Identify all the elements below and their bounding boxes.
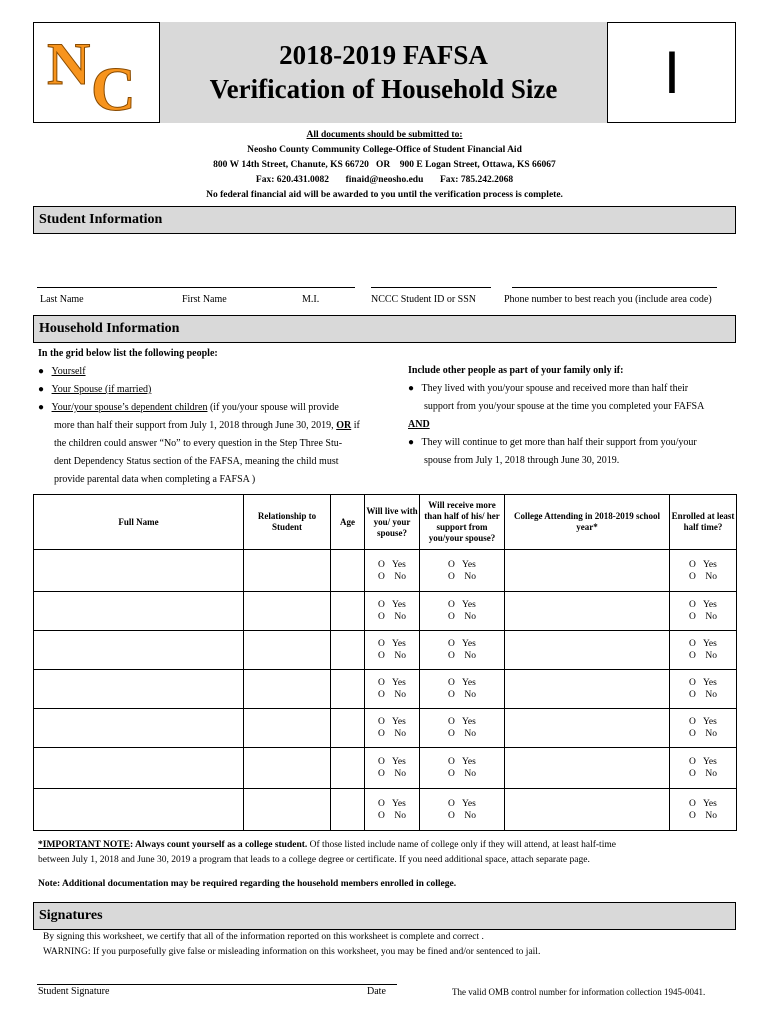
relationship-cell[interactable] [244,670,331,709]
enrolled-cell [670,709,737,748]
yes-no-options [448,716,476,740]
yes-no-options [378,559,406,583]
yes-no-options [378,756,406,780]
yes-no-options [448,756,476,780]
table-row [34,550,737,592]
svg-text:N: N [47,31,91,97]
yes-no-options [378,716,406,740]
radio-yes[interactable]: O Yes [378,757,406,767]
college-cell[interactable] [505,670,670,709]
age-cell[interactable] [331,789,365,831]
right-criteria [408,362,738,470]
college-logo [33,22,160,123]
radio-yes[interactable]: O Yes [448,639,476,649]
radio-no[interactable]: O No [448,571,476,582]
live-with-cell [365,789,420,831]
col-live-with: Will live with you/ your spouse? [365,495,420,550]
table-row [34,748,737,789]
col-support: Will receive more than half of his/ her support from you/your spouse? [420,495,505,550]
college-cell[interactable] [505,550,670,592]
radio-yes[interactable]: O Yes [448,678,476,688]
radio-no[interactable]: O No [378,690,406,700]
support-cell [420,631,505,670]
table-row [34,789,737,831]
relationship-cell[interactable] [244,592,331,631]
live-with-cell [365,670,420,709]
age-cell[interactable] [331,631,365,670]
support-cell [420,550,505,592]
radio-yes[interactable]: O Yes [448,717,476,727]
submission-addresses: 800 W 14th Street, Chanute, KS 66720 OR 900 E Logan Street, Ottawa, KS 66067 [213,160,556,170]
full-name-cell[interactable] [34,631,244,670]
submission-warning: No federal financial aid will be awarded to you until the verification process is complete. [206,190,563,200]
yes-no-options [448,599,476,623]
radio-yes[interactable]: O Yes [689,639,717,649]
support-cell [420,592,505,631]
mi-label: M.I. [302,294,320,305]
live-with-cell [365,550,420,592]
criteria-children-line5: provide parental data when completing a FAFSA ) [54,474,256,485]
enrolled-cell [670,748,737,789]
yes-no-options [448,798,476,822]
col-full-name: Full Name [34,495,244,550]
student-id-label: NCCC Student ID or SSN [371,294,477,305]
bullet-icon: ● [38,366,45,377]
col-relationship: Relationship to Student [244,495,331,550]
svg-text:C: C [91,56,136,123]
support-cell [420,789,505,831]
enrolled-cell [670,550,737,592]
form-letter: I [663,39,681,106]
support-cell [420,748,505,789]
yes-no-options [689,599,717,623]
enrolled-cell [670,670,737,709]
yes-no-options [378,677,406,701]
criteria-children-rest: (if you/your spouse will provide [207,402,339,413]
relationship-cell[interactable] [244,709,331,748]
full-name-cell[interactable] [34,670,244,709]
student-info-header: Student Information [33,206,736,234]
radio-yes[interactable]: O Yes [689,798,717,809]
radio-no[interactable]: O No [448,769,476,779]
yes-no-options [689,798,717,822]
radio-yes[interactable]: O Yes [689,559,717,570]
title-main: Verification of Household Size [209,74,558,104]
household-grid [33,494,737,831]
yes-no-options [689,638,717,662]
radio-no[interactable]: O No [448,690,476,700]
radio-no[interactable]: O No [378,769,406,779]
radio-yes[interactable]: O Yes [448,600,476,610]
radio-no[interactable]: O No [689,729,717,739]
relationship-cell[interactable] [244,748,331,789]
relationship-cell[interactable] [244,789,331,831]
radio-yes[interactable]: O Yes [448,559,476,570]
age-cell[interactable] [331,748,365,789]
yes-no-options [448,559,476,583]
relationship-cell[interactable] [244,631,331,670]
right-item1-line1: They lived with you/your spouse and received more than half their [421,383,689,394]
support-cell [420,709,505,748]
college-cell[interactable] [505,748,670,789]
phone-line[interactable] [512,287,717,288]
criteria-or: OR [336,420,352,431]
radio-no[interactable]: O No [378,651,406,661]
right-and: AND [408,419,430,430]
age-cell[interactable] [331,670,365,709]
certify-text: By signing this worksheet, we certify that all of the information reported on this worksheet is complete and correct . [43,932,484,942]
college-cell[interactable] [505,631,670,670]
radio-yes[interactable]: O Yes [378,717,406,727]
radio-yes[interactable]: O Yes [448,757,476,767]
name-line[interactable] [37,287,355,288]
signatures-header: Signatures [33,902,736,930]
radio-no[interactable]: O No [448,810,476,821]
live-with-cell [365,592,420,631]
yes-no-options [378,599,406,623]
title-year: 2018-2019 FAFSA [279,40,488,70]
enrolled-cell [670,789,737,831]
household-info-header: Household Information [33,315,736,343]
radio-no[interactable]: O No [689,571,717,582]
warning-text: WARNING: If you purposefully give false or misleading information on this worksheet, you may be fined and/or sentenced to jail. [43,947,541,957]
radio-no[interactable]: O No [689,651,717,661]
omb-text: The valid OMB control number for information collection 1945-0041. [452,987,706,997]
table-row [34,709,737,748]
radio-yes[interactable]: O Yes [378,559,406,570]
last-name-label: Last Name [40,294,84,305]
additional-note: Note: Additional documentation may be required regarding the household members enrolled in college. [38,879,457,889]
form-title [160,22,608,123]
grid-header-row [34,495,737,550]
important-line2: between July 1, 2018 and June 30, 2019 a program that leads to a college degree or certificate. If you need additional space, attach separate page. [38,855,590,865]
student-signature-label: Student Signature [38,986,110,997]
left-criteria [38,363,408,489]
radio-no[interactable]: O No [448,729,476,739]
college-cell[interactable] [505,789,670,831]
radio-no[interactable]: O No [378,612,406,622]
radio-no[interactable]: O No [448,651,476,661]
yes-no-options [689,716,717,740]
right-criteria-heading: Include other people as part of your family only if: [408,365,624,376]
radio-no[interactable]: O No [448,612,476,622]
yes-no-options [378,638,406,662]
yes-no-options [448,638,476,662]
radio-yes[interactable]: O Yes [378,678,406,688]
submission-heading: All documents should be submitted to: [306,130,463,140]
radio-no[interactable]: O No [378,571,406,582]
table-row [34,631,737,670]
live-with-cell [365,709,420,748]
right-item2-line1: They will continue to get more than half their support from you/your [421,437,697,448]
yes-no-options [689,559,717,583]
important-rest: Of those listed include name of college only if they will attend, at least half-time [307,840,616,850]
bullet-icon: ● [408,383,415,394]
full-name-cell[interactable] [34,592,244,631]
radio-yes[interactable]: O Yes [378,600,406,610]
college-cell[interactable] [505,709,670,748]
bullet-icon: ● [38,402,45,413]
radio-yes[interactable]: O Yes [689,678,717,688]
radio-no[interactable]: O No [378,810,406,821]
submission-info [33,128,736,203]
grid-intro: In the grid below list the following people: [38,348,218,359]
date-label: Date [367,986,386,997]
radio-no[interactable]: O No [689,769,717,779]
right-item1-line2: support from you/your spouse at the time you completed your FAFSA [424,401,705,412]
yes-no-options [448,677,476,701]
bullet-icon: ● [38,384,45,395]
enrolled-cell [670,592,737,631]
radio-no[interactable]: O No [689,612,717,622]
radio-yes[interactable]: O Yes [689,600,717,610]
criteria-spouse: Your Spouse (if married) [51,384,152,395]
table-row [34,670,737,709]
full-name-cell[interactable] [34,748,244,789]
radio-no[interactable]: O No [689,810,717,821]
relationship-cell[interactable] [244,550,331,592]
age-cell[interactable] [331,550,365,592]
radio-yes[interactable]: O Yes [689,757,717,767]
student-id-line[interactable] [371,287,491,288]
full-name-cell[interactable] [34,709,244,748]
phone-label: Phone number to best reach you (include area code) [504,294,712,305]
col-enrolled: Enrolled at least half time? [670,495,737,550]
submission-line1: Neosho County Community College-Office of Student Financial Aid [247,145,522,155]
yes-no-options [378,798,406,822]
support-cell [420,670,505,709]
criteria-children-line4: dent Dependency Status section of the FAFSA, meaning the child must [54,456,339,467]
signature-line[interactable] [37,984,397,985]
age-cell[interactable] [331,592,365,631]
age-cell[interactable] [331,709,365,748]
radio-yes[interactable]: O Yes [378,798,406,809]
right-item2-line2: spouse from July 1, 2018 through June 30, 2019. [424,455,620,466]
important-bold: : Always count yourself as a college student. [129,840,308,850]
first-name-label: First Name [182,294,227,305]
yes-no-options [689,756,717,780]
criteria-if: if [351,420,360,431]
bullet-icon: ● [408,437,415,448]
col-college: College Attending in 2018-2019 school year* [505,495,670,550]
table-row [34,592,737,631]
enrolled-cell [670,631,737,670]
radio-no[interactable]: O No [378,729,406,739]
nc-logo-icon [33,22,160,123]
criteria-children-line3: the children could answer “No” to every question in the Step Three Stu- [54,438,343,449]
yes-no-options [689,677,717,701]
submission-contacts: Fax: 620.431.0082 finaid@neosho.edu Fax: 785.242.2068 [255,175,514,185]
radio-yes[interactable]: O Yes [689,717,717,727]
college-cell[interactable] [505,592,670,631]
live-with-cell [365,748,420,789]
criteria-children-line2: more than half their support from July 1, 2018 through June 30, 2019, [54,420,334,431]
full-name-cell[interactable] [34,550,244,592]
live-with-cell [365,631,420,670]
criteria-yourself: Yourself [51,366,86,377]
radio-yes[interactable]: O Yes [448,798,476,809]
important-note [38,838,738,868]
full-name-cell[interactable] [34,789,244,831]
important-label: *IMPORTANT NOTE [38,840,130,850]
col-age: Age [331,495,365,550]
radio-no[interactable]: O No [689,690,717,700]
criteria-children: Your/your spouse’s dependent children [51,402,208,413]
radio-yes[interactable]: O Yes [378,639,406,649]
